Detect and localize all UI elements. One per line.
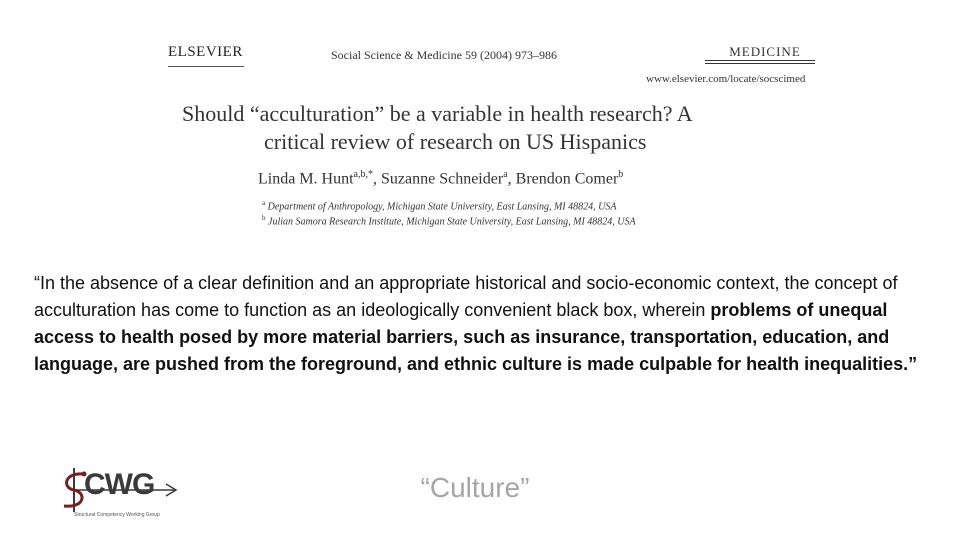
culture-label: “Culture” <box>420 472 530 503</box>
author-separator: , <box>507 170 516 188</box>
author-affiliation-mark: b <box>618 169 624 180</box>
affiliation-mark: b <box>262 214 266 222</box>
article-title-line-2: critical review of research on US Hispanics <box>264 129 647 154</box>
journal-citation: Social Science & Medicine 59 (2004) 973–986 <box>331 48 557 62</box>
quote-text: “In the absence of a clear definition and an appropriate historical and socio-economic context, the concept of acculturation has come to function as an ideologically convenient black box, wherein <box>34 273 898 320</box>
affiliation <box>262 199 616 212</box>
journal-rule <box>705 60 815 61</box>
journal-url: www.elsevier.com/locate/socscimed <box>646 73 806 85</box>
publisher-rule <box>168 66 244 67</box>
article-title <box>182 100 822 156</box>
logo-subtitle: Structural Competency Working Group <box>74 512 160 518</box>
journal-logo: MEDICINE <box>729 44 801 59</box>
author-affiliation-mark: a,b,* <box>353 169 373 180</box>
affiliation-mark: a <box>262 199 266 207</box>
quote-block <box>34 270 934 378</box>
publisher-logo: ELSEVIER <box>168 44 243 60</box>
affiliation-text: Julian Samora Research Institute, Michigan State University, East Lansing, MI 48824, USA <box>268 216 636 228</box>
author-name: Linda M. Hunt <box>258 170 354 188</box>
author-affiliation-mark: a <box>503 169 508 180</box>
logo-wordmark: CWG <box>84 468 155 501</box>
article-title-line-1: Should “acculturation” be a variable in health research? A <box>182 101 693 126</box>
author-separator: , <box>373 170 381 188</box>
affiliation-text: Department of Anthropology, Michigan State University, East Lansing, MI 48824, USA <box>267 201 617 213</box>
affiliation <box>262 214 636 227</box>
cwg-logo <box>60 462 180 526</box>
author-name: Suzanne Schneider <box>381 170 504 188</box>
author-name: Brendon Comer <box>515 170 619 188</box>
quote-emphasis: problems of unequal access to health posed by more material barriers, such as insurance, transportation, education, and language, are pushed from the foreground, and ethnic culture is made culpable for health inequalities.” <box>34 300 918 374</box>
author-list <box>258 169 623 188</box>
publication-row <box>160 38 820 85</box>
journal-rule <box>705 63 815 64</box>
paper-header <box>160 28 820 233</box>
